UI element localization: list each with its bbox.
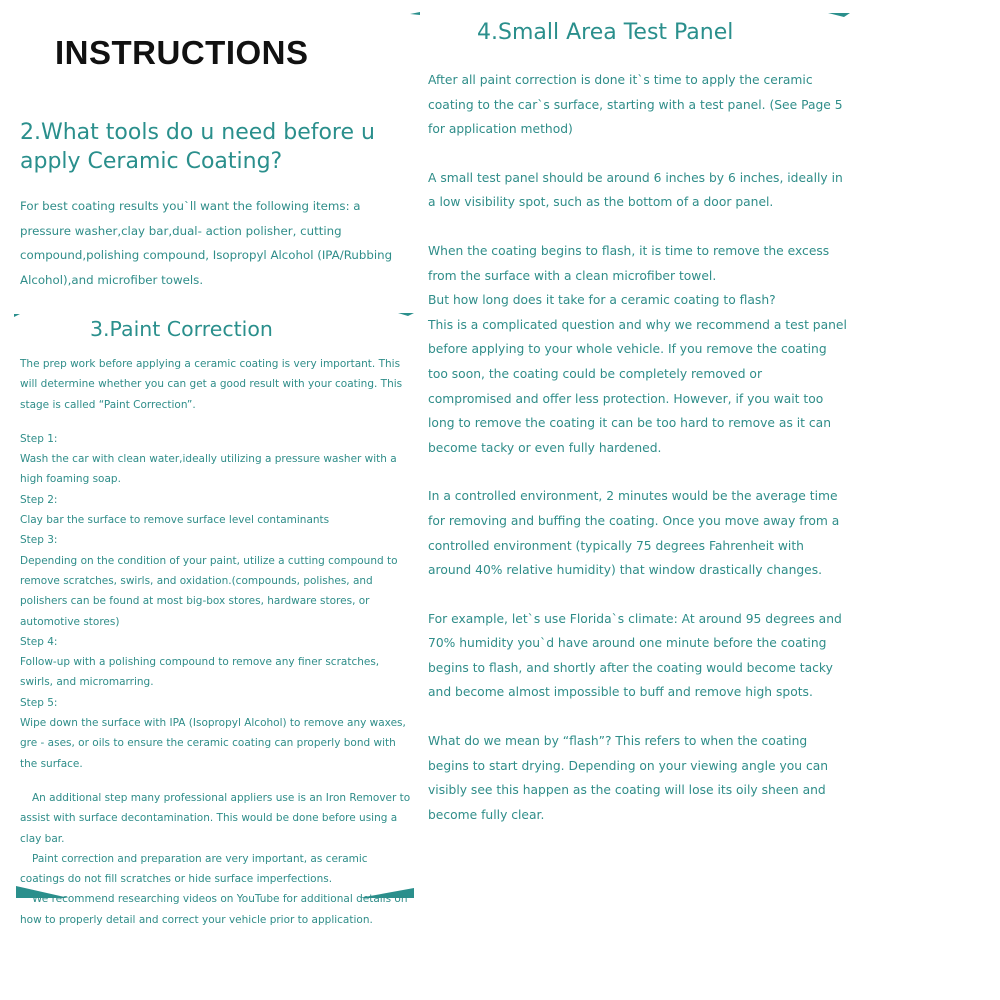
corner-decoration-top	[410, 8, 860, 20]
section-4-heading: 4.Small Area Test Panel	[477, 20, 734, 45]
step-text: Wash the car with clean water,ideally utilizing a pressure washer with a high foaming soap.	[20, 453, 397, 486]
section-4-paragraph: After all paint correction is done it`s time to apply the ceramic coating to the car`s surface, starting with a test panel. (See Page 5 for application method)	[428, 73, 843, 137]
step-text: Depending on the condition of your paint, utilize a cutting compound to remove scratches, swirls, and oxidation.(compounds, polishes, and polishers can be found at most big-box stores, hardware stores, or automotive stores)	[20, 554, 398, 628]
section-4-paragraph: When the coating begins to flash, it is time to remove the excess from the surface with a clean microfiber towel.	[428, 243, 830, 283]
page-title: INSTRUCTIONS	[55, 34, 309, 71]
step-text: Wipe down the surface with IPA (Isopropyl Alcohol) to remove any waxes, gre - ases, or oils to ensure the ceramic coating can properly bond with the surface.	[20, 717, 406, 770]
step-label: Step 3:	[20, 534, 58, 547]
section-3-body	[20, 354, 415, 930]
step-label: Step 5:	[20, 696, 58, 709]
step-label: Step 4:	[20, 635, 58, 648]
section-4-paragraph: But how long does it take for a ceramic coating to flash?	[428, 293, 776, 308]
section-3-intro: The prep work before applying a ceramic coating is very important. This will determine whether you can get a good result with your coating. This stage is called “Paint Correction”.	[20, 358, 403, 411]
section-4-paragraph: What do we mean by “flash”? This refers to when the coating begins to start drying. Depending on your viewing angle you can visibly see this happen as the coating will lose its oily sheen and become fully clear.	[428, 734, 829, 822]
section-4-paragraph: This is a complicated question and why we recommend a test panel before applying to your whole vehicle. If you remove the coating too soon, the coating could be completely removed or compromised and offer less protection. However, if you wait too long to remove the coating it can be too hard to remove as it can become tacky or even fully hardened.	[428, 317, 847, 455]
section-4-paragraph: In a controlled environment, 2 minutes would be the average time for removing and buffing the coating. Once you move away from a controlled environment (typically 75 degrees Fahrenheit with around 40% relative humidity) that window drastically changes.	[428, 489, 840, 578]
section-3-note: We recommend researching videos on YouTube for additional details on how to properly detail and correct your vehicle prior to application.	[20, 893, 408, 926]
section-3-note: Paint correction and preparation are very important, as ceramic coatings do not fill scratches or hide surface imperfections.	[20, 852, 368, 886]
step-label: Step 2:	[20, 493, 58, 506]
step-text: Clay bar the surface to remove surface level contaminants	[20, 514, 330, 527]
section-4-paragraph: A small test panel should be around 6 inches by 6 inches, ideally in a low visibility spot, such as the bottom of a door panel.	[428, 170, 843, 210]
section-2-heading: 2.What tools do u need before u apply Ceramic Coating?	[20, 120, 375, 174]
section-4-body	[428, 68, 848, 827]
step-label: Step 1:	[20, 432, 58, 445]
section-3-heading: 3.Paint Correction	[90, 317, 273, 341]
step-text: Follow-up with a polishing compound to remove any finer scratches, swirls, and micromarring.	[20, 656, 380, 689]
section-2-body: For best coating results you`ll want the following items: a pressure washer,clay bar,dual- action polisher, cutting compound,polishing compound, Isopropyl Alcohol (IPA/Rubbing Alcohol),and microfiber towels.	[20, 199, 393, 287]
section-4-paragraph: For example, let`s use Florida`s climate: At around 95 degrees and 70% humidity you`d have around one minute before the coating begins to flash, and shortly after the coating would become tacky and become almost impossible to buff and remove high spots.	[428, 611, 842, 700]
section-3-note: An additional step many professional appliers use is an Iron Remover to assist with surface decontamination. This would be done before using a clay bar.	[20, 791, 411, 845]
